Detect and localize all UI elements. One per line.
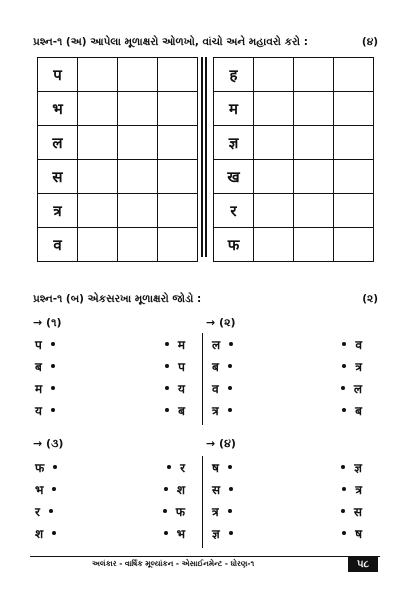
- question-1a-header: [33, 36, 378, 49]
- match-left-letter: व: [212, 381, 219, 396]
- match-dot[interactable]: [52, 487, 56, 491]
- match-left-letter: त्र: [212, 403, 219, 418]
- match-divider: [202, 456, 203, 548]
- match-left-letter: त्र: [212, 504, 219, 519]
- match-row: [35, 500, 185, 522]
- match-dot[interactable]: [167, 465, 171, 469]
- practice-cell[interactable]: [334, 194, 374, 228]
- practice-cell[interactable]: [254, 126, 294, 160]
- question-1b-header: [33, 293, 378, 306]
- match-divider: [202, 333, 203, 425]
- grid-divider: [201, 57, 207, 257]
- match-right-letter: त्र: [355, 482, 362, 497]
- match-right-letter: श: [176, 482, 185, 497]
- match-block-4: [212, 456, 362, 544]
- match-dot[interactable]: [165, 364, 169, 368]
- match-dot[interactable]: [228, 386, 232, 390]
- match-row: [35, 355, 185, 377]
- match-dot[interactable]: [342, 487, 346, 491]
- match-dot[interactable]: [341, 509, 345, 513]
- practice-cell[interactable]: [78, 126, 118, 160]
- practice-grid-right: [213, 57, 374, 262]
- practice-grid-left: [37, 57, 198, 262]
- match-right-letter: भ: [176, 526, 185, 541]
- practice-cell[interactable]: [158, 194, 198, 228]
- practice-cell[interactable]: [294, 228, 334, 262]
- match-dot[interactable]: [342, 408, 346, 412]
- match-dot[interactable]: [165, 342, 169, 346]
- match-row: [35, 522, 185, 544]
- match-block-label: → (૪): [206, 437, 236, 450]
- match-dot[interactable]: [229, 531, 233, 535]
- match-row: [212, 355, 362, 377]
- match-right-letter: त्र: [355, 359, 362, 374]
- match-row: [35, 478, 185, 500]
- match-dot[interactable]: [342, 531, 346, 535]
- match-left-letter: ज्ञ: [212, 526, 220, 541]
- match-block-1: [35, 333, 185, 421]
- match-row: [212, 399, 362, 421]
- practice-cell[interactable]: [158, 126, 198, 160]
- practice-cell[interactable]: [118, 92, 158, 126]
- match-left-letter: ब: [212, 359, 219, 374]
- match-dot[interactable]: [342, 364, 346, 368]
- match-dot[interactable]: [165, 408, 169, 412]
- match-right-letter: व: [355, 337, 362, 352]
- match-block-label: → (૨): [206, 316, 236, 329]
- match-right-letter: य: [178, 381, 185, 396]
- practice-cell[interactable]: [118, 126, 158, 160]
- practice-cell[interactable]: [334, 92, 374, 126]
- match-row: [212, 500, 362, 522]
- match-left-letter: ष: [212, 460, 219, 475]
- practice-cell[interactable]: [334, 228, 374, 262]
- practice-cell[interactable]: [294, 160, 334, 194]
- match-left-letter: भ: [35, 482, 44, 497]
- match-row: [212, 377, 362, 399]
- match-dot[interactable]: [229, 487, 233, 491]
- practice-cell[interactable]: [294, 126, 334, 160]
- match-block-label: → (૧): [33, 316, 62, 329]
- match-right-letter: ल: [353, 381, 362, 396]
- grid-letter: भ: [38, 92, 78, 126]
- match-dot[interactable]: [342, 342, 346, 346]
- practice-cell[interactable]: [294, 194, 334, 228]
- practice-cell[interactable]: [254, 160, 294, 194]
- match-row: [212, 522, 362, 544]
- match-dot[interactable]: [164, 487, 168, 491]
- grid-letter: प: [38, 58, 78, 92]
- match-block-2: [212, 333, 362, 421]
- practice-cell[interactable]: [158, 228, 198, 262]
- question-1b-marks: (૨): [362, 293, 378, 305]
- grid-letter: फ: [214, 228, 254, 262]
- match-dot[interactable]: [228, 509, 232, 513]
- match-left-letter: म: [35, 381, 43, 396]
- question-1a-title: પ્રશ્ન-૧ (અ) આપેલા મૂળાક્ષરો ઓળખો, વાંચો અને મહાવરો કરો :: [33, 36, 308, 48]
- question-1a-marks: (૪): [361, 36, 378, 48]
- match-row: [35, 456, 185, 478]
- match-block-3: [35, 456, 185, 544]
- practice-cell[interactable]: [78, 228, 118, 262]
- practice-cell[interactable]: [254, 194, 294, 228]
- match-dot[interactable]: [164, 531, 168, 535]
- match-row: [212, 333, 362, 355]
- match-left-letter: र: [35, 504, 40, 519]
- grid-letter: स: [38, 160, 78, 194]
- practice-cell[interactable]: [254, 228, 294, 262]
- match-dot[interactable]: [51, 364, 55, 368]
- match-left-letter: फ: [35, 460, 45, 475]
- grid-letter: ख: [214, 160, 254, 194]
- question-1b-title: પ્રશ્ન-૧ (બ) એકસરખા મૂળાક્ષરો જોડો :: [33, 293, 202, 305]
- practice-cell[interactable]: [334, 126, 374, 160]
- practice-cell[interactable]: [118, 228, 158, 262]
- match-dot[interactable]: [51, 342, 55, 346]
- match-block-label: → (૩): [33, 437, 64, 450]
- practice-cell[interactable]: [158, 58, 198, 92]
- grid-letter: ल: [38, 126, 78, 160]
- match-row: [35, 399, 185, 421]
- practice-cell[interactable]: [78, 58, 118, 92]
- practice-cell[interactable]: [294, 58, 334, 92]
- match-left-letter: प: [35, 337, 42, 352]
- match-right-letter: स: [353, 504, 362, 519]
- match-right-letter: फ: [175, 504, 185, 519]
- match-left-letter: य: [35, 403, 42, 418]
- match-dot[interactable]: [163, 509, 167, 513]
- match-dot[interactable]: [228, 408, 232, 412]
- match-dot[interactable]: [341, 386, 345, 390]
- match-row: [212, 478, 362, 500]
- practice-cell[interactable]: [78, 194, 118, 228]
- grid-letter: म: [214, 92, 254, 126]
- match-left-letter: स: [212, 482, 221, 497]
- match-dot[interactable]: [49, 509, 53, 513]
- practice-cell[interactable]: [334, 160, 374, 194]
- practice-cell[interactable]: [254, 58, 294, 92]
- match-dot[interactable]: [52, 531, 56, 535]
- match-left-letter: ल: [212, 337, 221, 352]
- match-dot[interactable]: [165, 386, 169, 390]
- practice-cell[interactable]: [254, 92, 294, 126]
- grid-letter: त्र: [38, 194, 78, 228]
- grid-letter: ह: [214, 58, 254, 92]
- match-right-letter: ब: [355, 403, 362, 418]
- match-dot[interactable]: [228, 364, 232, 368]
- match-right-letter: प: [178, 359, 185, 374]
- grid-letter: र: [214, 194, 254, 228]
- practice-cell[interactable]: [118, 58, 158, 92]
- practice-cell[interactable]: [334, 58, 374, 92]
- match-right-letter: र: [180, 460, 185, 475]
- match-dot[interactable]: [228, 465, 232, 469]
- match-left-letter: ब: [35, 359, 42, 374]
- match-row: [35, 333, 185, 355]
- grid-letter: व: [38, 228, 78, 262]
- match-dot[interactable]: [51, 386, 55, 390]
- practice-cell[interactable]: [78, 92, 118, 126]
- practice-cell[interactable]: [78, 160, 118, 194]
- grid-letter: ज्ञ: [214, 126, 254, 160]
- match-row: [35, 377, 185, 399]
- match-dot[interactable]: [229, 342, 233, 346]
- practice-cell[interactable]: [158, 160, 198, 194]
- match-dot[interactable]: [53, 465, 57, 469]
- match-row: [212, 456, 362, 478]
- match-dot[interactable]: [341, 465, 345, 469]
- footer-rule: [30, 556, 380, 557]
- match-dot[interactable]: [51, 408, 55, 412]
- match-right-letter: ज्ञ: [354, 460, 362, 475]
- practice-cell[interactable]: [118, 160, 158, 194]
- footer-text: અલંકાર - વાર્ષિક મૂલ્યાંકન - એસાઈનમેન્ટ - ધોરણ-૧: [92, 559, 255, 568]
- match-right-letter: म: [177, 337, 185, 352]
- practice-cell[interactable]: [118, 194, 158, 228]
- match-right-letter: ब: [178, 403, 185, 418]
- practice-cell[interactable]: [294, 92, 334, 126]
- page-number: ૫૮: [348, 557, 378, 572]
- match-left-letter: श: [35, 526, 44, 541]
- practice-cell[interactable]: [158, 92, 198, 126]
- match-right-letter: ष: [355, 526, 362, 541]
